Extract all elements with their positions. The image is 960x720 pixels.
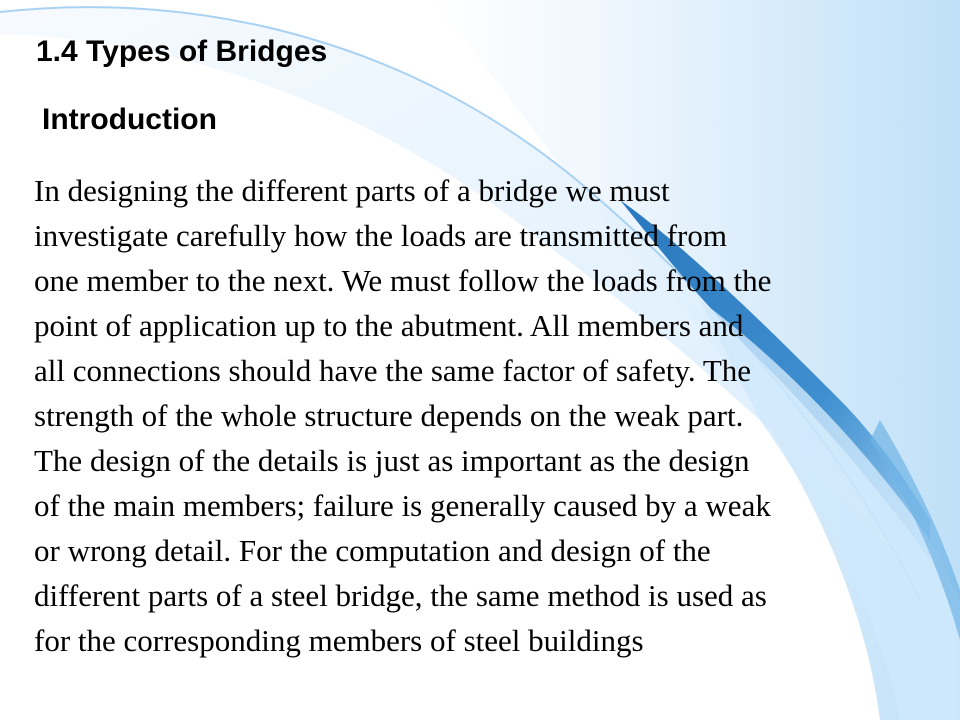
body-line: point of application up to the abutment. All members and [34, 308, 744, 343]
body-line: for the corresponding members of steel buildings [34, 623, 644, 658]
body-line: In designing the different parts of a bridge we must [34, 173, 670, 208]
body-line: one member to the next. We must follow the loads from the [34, 263, 772, 298]
slide-title: 1.4 Types of Bridges [36, 35, 328, 68]
body-line: The design of the details is just as important as the design [34, 443, 750, 478]
body-paragraph [34, 168, 771, 663]
section-heading: Introduction [42, 103, 217, 136]
body-line: different parts of a steel bridge, the same method is used as [34, 578, 767, 613]
body-line: of the main members; failure is generally caused by a weak [34, 488, 771, 523]
body-line: all connections should have the same factor of safety. The [34, 353, 752, 388]
body-line: or wrong detail. For the computation and design of the [34, 533, 711, 568]
body-line: investigate carefully how the loads are transmitted from [34, 218, 727, 253]
body-line: strength of the whole structure depends on the weak part. [34, 398, 744, 433]
